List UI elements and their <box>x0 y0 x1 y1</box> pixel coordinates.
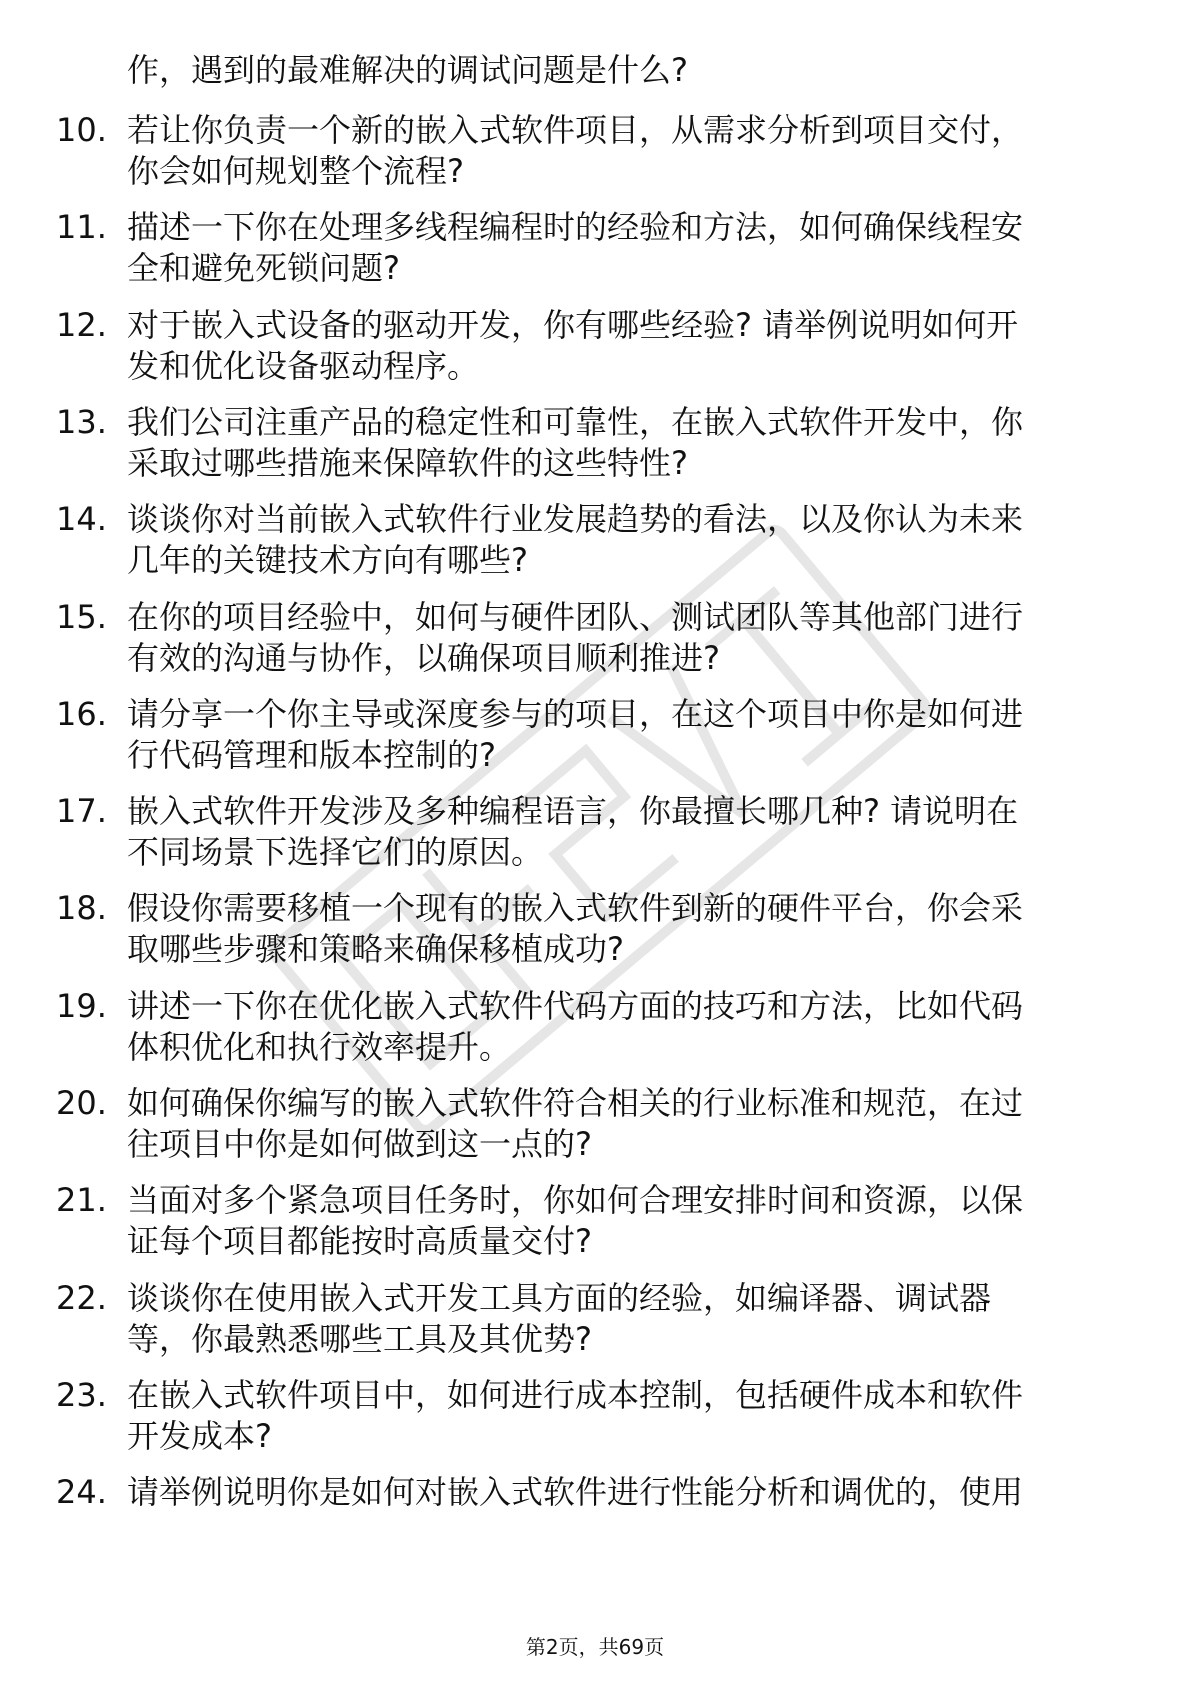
question-text-line-1: 描述一下你在处理多线程编程时的经验和方法，如何确保线程安 <box>127 208 1024 247</box>
question-text-line-1: 我们公司注重产品的稳定性和可靠性，在嵌入式软件开发中，你 <box>127 402 1024 441</box>
question-number: 21. <box>56 1181 107 1220</box>
page-footer: 第2页，共69页 <box>525 1635 665 1659</box>
question-text-line-1: 谈谈你在使用嵌入式开发工具方面的经验，如编译器、调试器 <box>127 1278 992 1317</box>
question-text-line-2: 采取过哪些措施来保障软件的这些特性? <box>127 443 688 482</box>
question-number: 19. <box>56 986 107 1025</box>
question-number: 18. <box>56 889 107 928</box>
question-number: 23. <box>56 1375 107 1414</box>
question-text-line-2: 往项目中你是如何做到这一点的? <box>127 1125 592 1163</box>
question-text-line-1: 对于嵌入式设备的驱动开发，你有哪些经验? 请举例说明如何开 <box>127 305 1019 344</box>
question-text-line-1: 在嵌入式软件项目中，如何进行成本控制，包括硬件成本和软件 <box>127 1375 1024 1414</box>
question-number: 15. <box>56 597 107 636</box>
question-text-line-2: 你会如何规划整个流程? <box>127 152 464 190</box>
question-text-line-2: 有效的沟通与协作，以确保项目顺利推进? <box>127 638 720 677</box>
question-text-line-2: 取哪些步骤和策略来确保移植成功? <box>127 930 624 969</box>
question-text-line-1: 如何确保你编写的嵌入式软件符合相关的行业标准和规范，在过 <box>127 1084 1024 1122</box>
question-text-line-2: 不同场景下选择它们的原因。 <box>127 833 544 872</box>
question-text-line-2: 等，你最熟悉哪些工具及其优势? <box>127 1319 592 1358</box>
question-number: 10. <box>56 111 107 149</box>
question-number: 14. <box>56 500 107 539</box>
question-number: 12. <box>56 305 107 344</box>
question-text-line-2: 证每个项目都能按时高质量交付? <box>127 1222 592 1261</box>
question-number: 16. <box>56 694 107 733</box>
question-text-line-2: 开发成本? <box>127 1416 272 1455</box>
question-text-line-1: 谈谈你对当前嵌入式软件行业发展趋势的看法，以及你认为未来 <box>127 500 1024 539</box>
question-text-line-1: 嵌入式软件开发涉及多种编程语言，你最擅长哪几种? 请说明在 <box>127 792 1019 831</box>
question-text-line-1: 讲述一下你在优化嵌入式软件代码方面的技巧和方法，比如代码 <box>127 986 1024 1025</box>
question-text-line-2: 全和避免死锁问题? <box>127 249 400 288</box>
question-number: 11. <box>56 208 107 247</box>
question-number: 17. <box>56 792 107 831</box>
question-text-line-1: 若让你负责一个新的嵌入式软件项目，从需求分析到项目交付， <box>127 111 1024 149</box>
question-number: 20. <box>56 1084 107 1122</box>
question-text-line-2: 几年的关键技术方向有哪些? <box>127 541 528 580</box>
question-text-line-1: 请分享一个你主导或深度参与的项目，在这个项目中你是如何进 <box>127 694 1024 733</box>
question-text-line-2: 发和优化设备驱动程序。 <box>127 346 480 385</box>
continuation-text: 作，遇到的最难解决的调试问题是什么? <box>127 51 688 89</box>
question-text-line-1: 请举例说明你是如何对嵌入式软件进行性能分析和调优的，使用 <box>127 1473 1024 1512</box>
question-number: 13. <box>56 402 107 441</box>
question-text-line-2: 体积优化和执行效率提升。 <box>127 1027 512 1066</box>
question-text-line-2: 行代码管理和版本控制的? <box>127 735 496 774</box>
question-text-line-1: 假设你需要移植一个现有的嵌入式软件到新的硬件平台，你会采 <box>127 889 1024 928</box>
question-number: 24. <box>56 1473 107 1512</box>
question-text-line-1: 当面对多个紧急项目任务时，你如何合理安排时间和资源，以保 <box>127 1181 1024 1220</box>
question-number: 22. <box>56 1278 107 1317</box>
question-text-line-1: 在你的项目经验中，如何与硬件团队、测试团队等其他部门进行 <box>127 597 1024 636</box>
